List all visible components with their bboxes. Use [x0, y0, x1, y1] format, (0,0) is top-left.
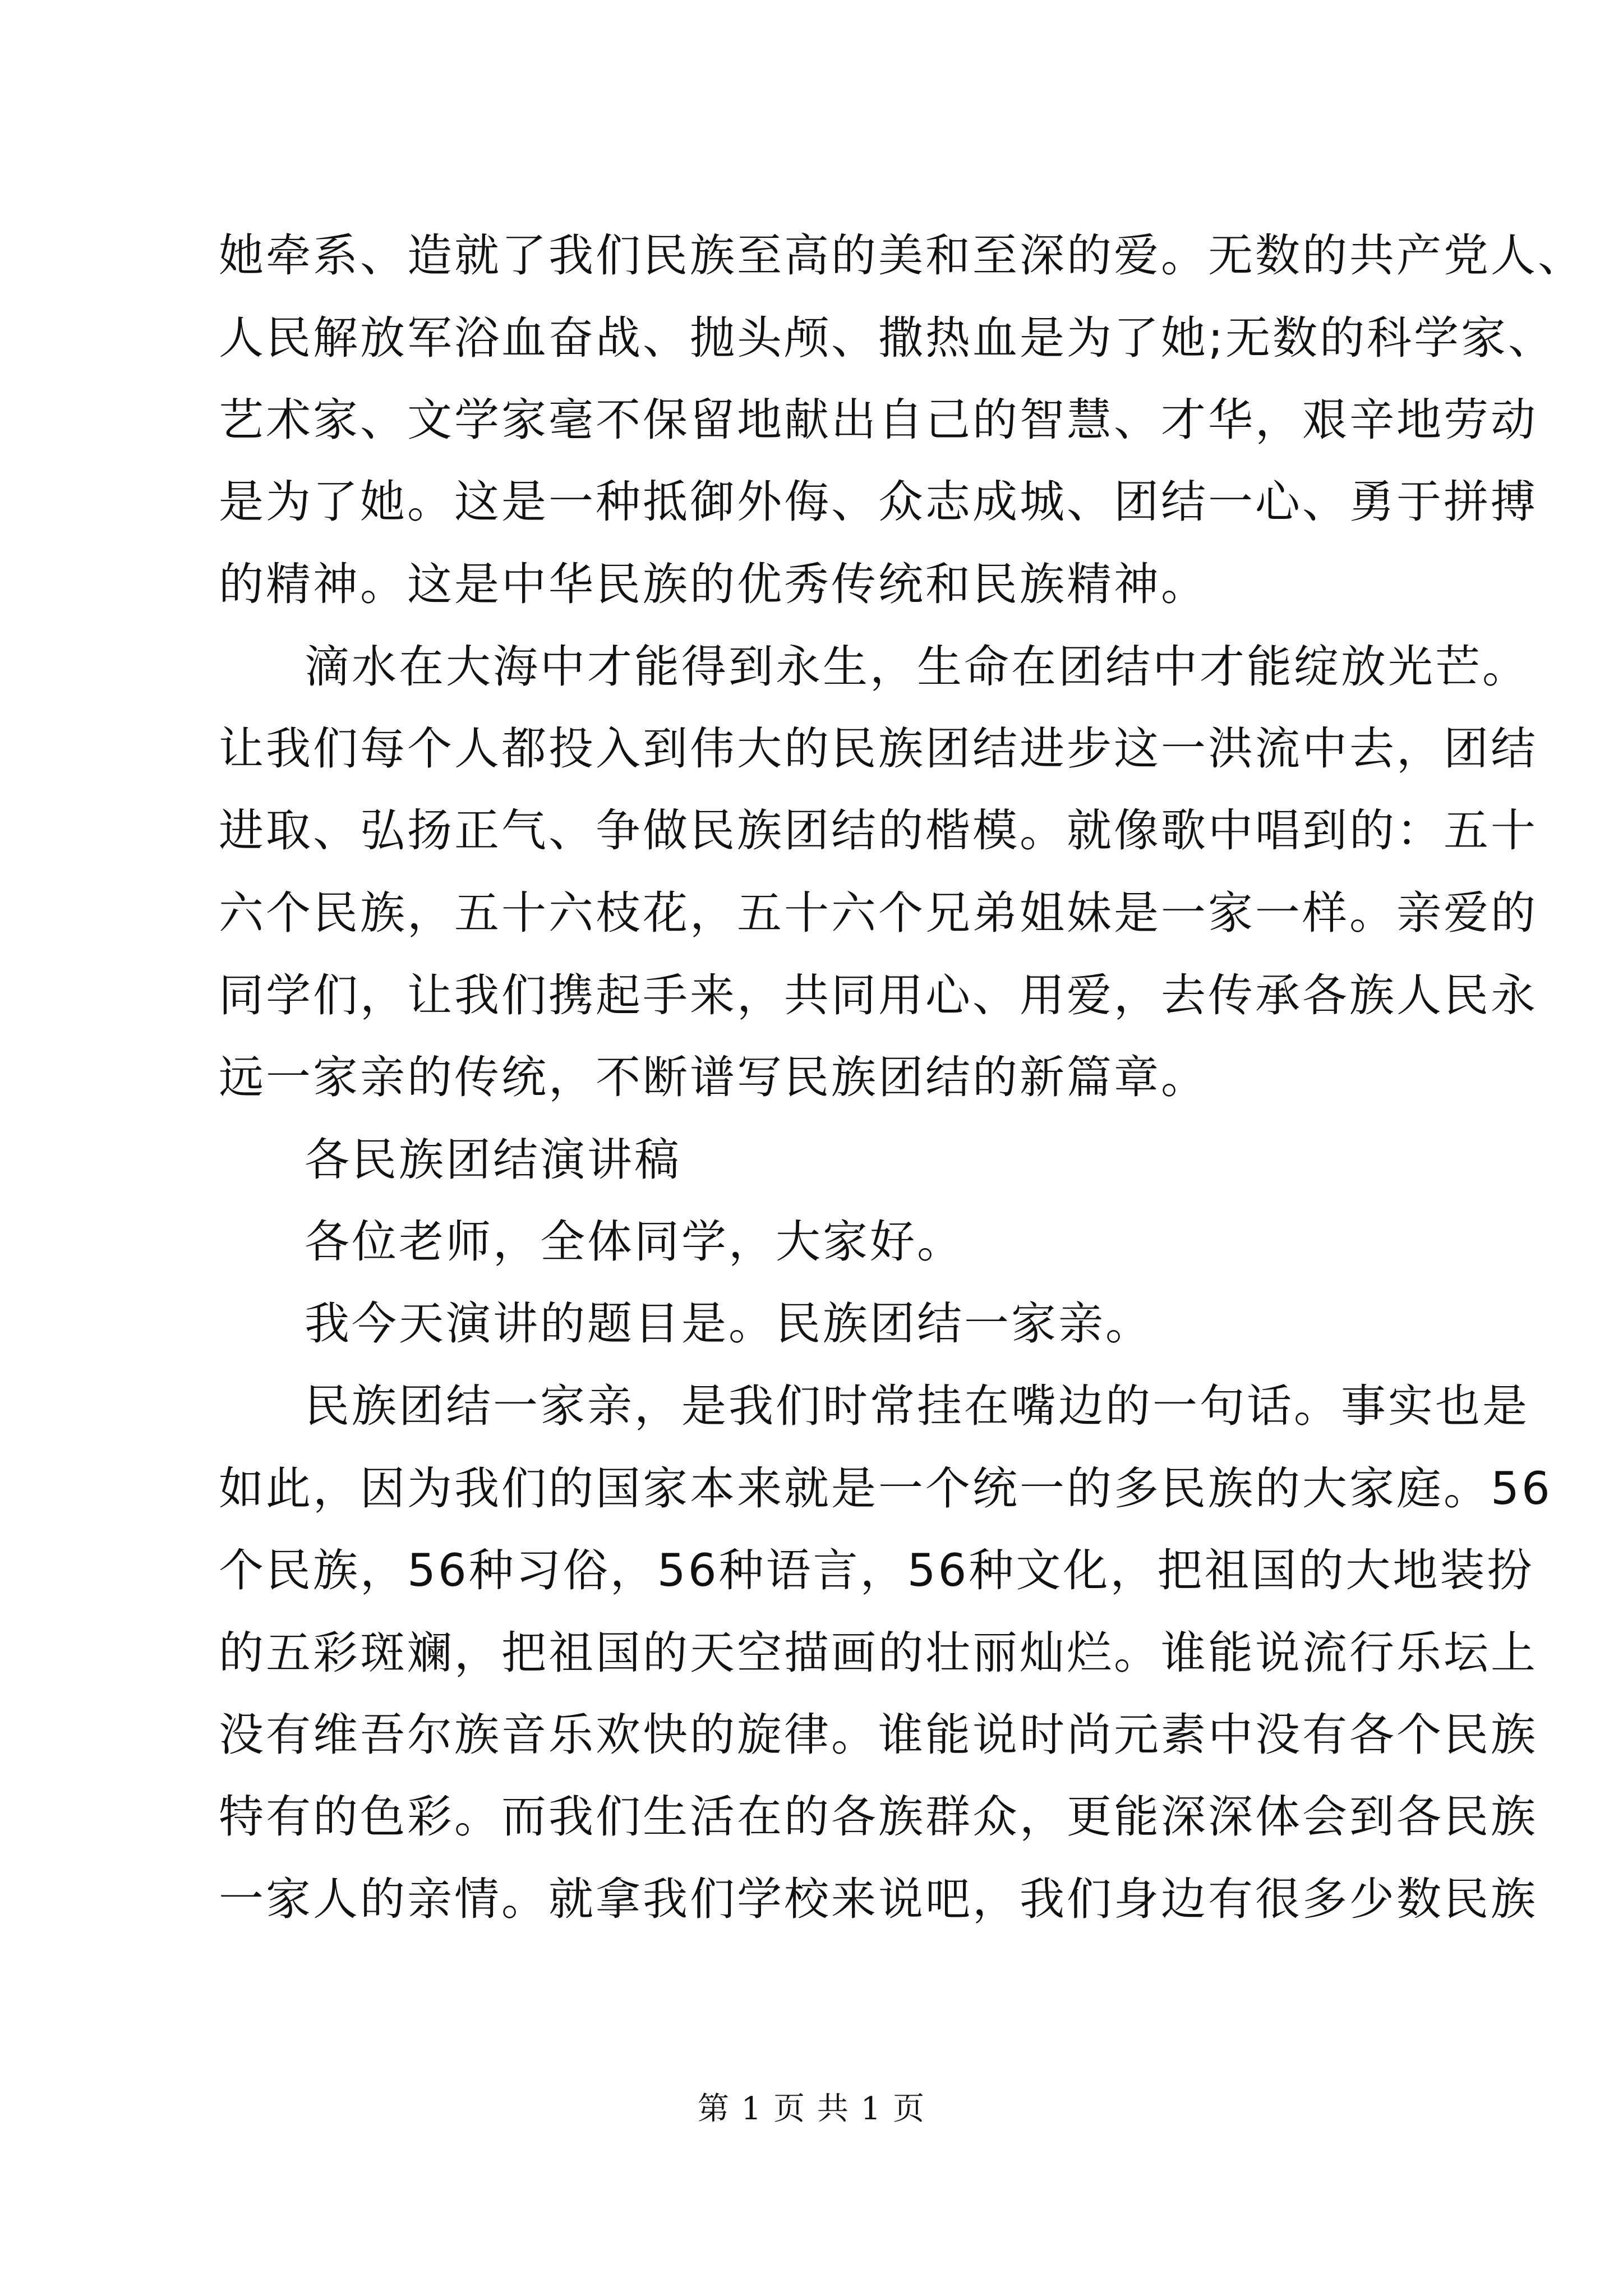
greeting-line: 各位老师，全体同学，大家好。: [305, 1216, 964, 1268]
text-line: 远一家亲的传统，不断谱写民族团结的新篇章。: [219, 1051, 1208, 1103]
text-line: 的精神。这是中华民族的优秀传统和民族精神。: [219, 558, 1208, 610]
text-line: 个民族，56种习俗，56种语言，56种文化，把祖国的大地装扮: [219, 1544, 1534, 1596]
section-title: 各民族团结演讲稿: [305, 1134, 681, 1186]
text-line: 特有的色彩。而我们生活在的各族群众，更能深深体会到各民族: [219, 1791, 1538, 1843]
text-line: 同学们，让我们携起手来，共同用心、用爱，去传承各族人民永: [219, 969, 1538, 1022]
text-line: 她牵系、造就了我们民族至高的美和至深的爱。无数的共产党人、: [219, 229, 1585, 282]
text-line: 的五彩斑斓，把祖国的天空描画的壮丽灿烂。谁能说流行乐坛上: [219, 1627, 1538, 1679]
topic-line: 我今天演讲的题目是。民族团结一家亲。: [305, 1297, 1152, 1350]
text-line: 让我们每个人都投入到伟大的民族团结进步这一洪流中去，团结: [219, 723, 1538, 775]
text-line: 一家人的亲情。就拿我们学校来说吧，我们身边有很多少数民族: [219, 1873, 1538, 1925]
text-line: 是为了她。这是一种抵御外侮、众志成城、团结一心、勇于拼搏: [219, 476, 1538, 528]
text-line: 艺术家、文学家毫不保留地献出自己的智慧、才华，艰辛地劳动: [219, 394, 1538, 446]
text-line: 如此，因为我们的国家本来就是一个统一的多民族的大家庭。56: [219, 1462, 1552, 1515]
text-line: 人民解放军浴血奋战、抛头颅、撒热血是为了她;无数的科学家、: [219, 312, 1555, 364]
text-line: 六个民族，五十六枝花，五十六个兄弟姐妹是一家一样。亲爱的: [219, 887, 1538, 939]
text-line: 没有维吾尔族音乐欢快的旋律。谁能说时尚元素中没有各个民族: [219, 1709, 1538, 1761]
page-number-footer: 第 1 页 共 1 页: [697, 2091, 926, 2127]
paragraph-first-line: 民族团结一家亲，是我们时常挂在嘴边的一句话。事实也是: [305, 1380, 1529, 1432]
paragraph-first-line: 滴水在大海中才能得到永生，生命在团结中才能绽放光芒。: [305, 641, 1529, 693]
text-line: 进取、弘扬正气、争做民族团结的楷模。就像歌中唱到的：五十: [219, 804, 1538, 857]
